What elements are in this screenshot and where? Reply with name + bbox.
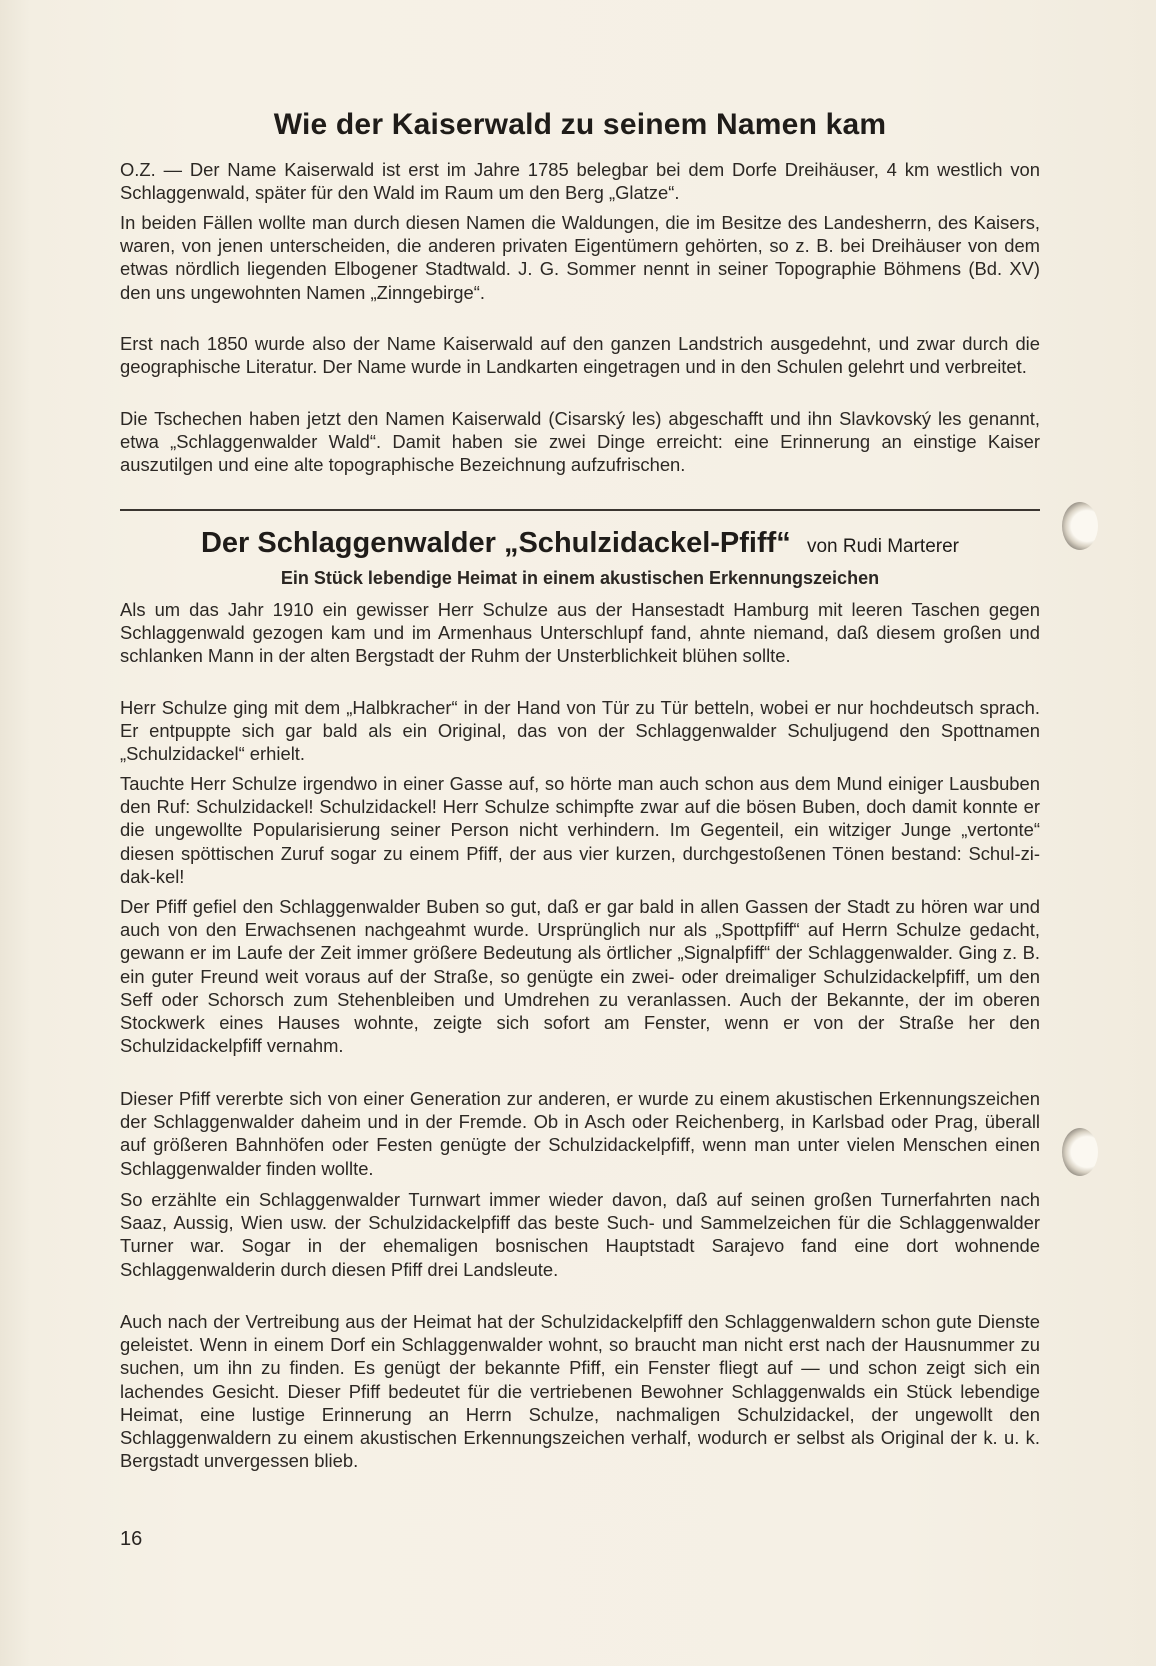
article2-paragraph-4: Der Pfiff gefiel den Schlaggenwalder Buben so gut, daß er gar bald in allen Gassen der Stadt zu hören war und auch von den Erwachsenen nachgeahmt wurde. Ursprünglich nur als „Spottpfiff“ auf Herrn Schulze gedacht, gewann er im Laufe der Zeit immer größere Bedeutung als örtlicher „Signalpfiff“ der Schlaggenwalder. Ging z. B. ein guter Freund weit voraus auf der Straße, so genügte ein zwei- oder dreimaliger Schulzidackelpfiff, um den Seff oder Schorsch zum Stehenbleiben und Umdrehen zu veranlassen. Auch der Bekannte, der im oberen Stockwerk eines Hauses wohnte, zeigte sich sofort am Fenster, wenn er von der Straße her den Schulzidackelpfiff vernahm.	[120, 896, 1040, 1057]
article2-subtitle: Ein Stück lebendige Heimat in einem akustischen Erkennungszeichen	[280, 568, 880, 588]
article1-paragraph-3: Erst nach 1850 wurde also der Name Kaiserwald auf den ganzen Landstrich ausgedehnt, und zwar durch die geographische Literatur. Der Name wurde in Landkarten eingetragen und in den Schulen gelehrt und verbreitet.	[120, 333, 1040, 378]
binder-hole-bottom	[1062, 1128, 1098, 1176]
article2-paragraph-3: Tauchte Herr Schulze irgendwo in einer Gasse auf, so hörte man auch schon aus dem Mund einiger Lausbuben den Ruf: Schulzidackel! Schulzidackel! Herr Schulze schimpfte zwar auf die bösen Buben, doch damit konnte er die ungewollte Popularisierung seiner Person nicht verhindern. Im Gegenteil, ein witziger Junge „vertonte“ diesen spöttischen Zuruf sogar zu einem Pfiff, der aus vier kurzen, durchgestoßenen Tönen bestand: Schul-zi-dak-kel!	[120, 773, 1040, 887]
article2-title	[120, 527, 1040, 560]
binder-hole-top	[1062, 502, 1098, 550]
section-divider	[120, 509, 1040, 511]
article2-author: von Rudi Marterer	[806, 536, 959, 557]
article2-paragraph-5: Dieser Pfiff vererbte sich von einer Generation zur anderen, er wurde zu einem akustischen Erkennungszeichen der Schlaggenwalder daheim und in der Fremde. Ob in Asch oder Reichenberg, in Karlsbad oder Prag, überall auf größeren Bahnhöfen oder Festen genügte der Schulzidackelpfiff, wenn man unter vielen Menschen einen Schlaggenwalder finden wollte.	[120, 1088, 1040, 1179]
article1-paragraph-2: In beiden Fällen wollte man durch diesen Namen die Waldungen, die im Besitze des Landesherrn, des Kaisers, waren, von jenen unterscheiden, die anderen privaten Eigentümern gehörten, so z. B. bei Dreihäuser von dem etwas nördlich liegenden Elbogener Stadtwald. J. G. Sommer nennt in seiner Topographie Böhmens (Bd. XV) den uns ungewohnten Namen „Zinngebirge“.	[120, 212, 1040, 303]
article2-paragraph-2: Herr Schulze ging mit dem „Halbkracher“ in der Hand von Tür zu Tür betteln, wobei er nur hochdeutsch sprach. Er entpuppte sich gar bald als ein Original, das von der Schlaggenwalder Schuljugend den Spottnamen „Schulzidackel“ erhielt.	[120, 697, 1040, 765]
article2-paragraph-7: Auch nach der Vertreibung aus der Heimat hat der Schulzidackelpfiff den Schlaggenwaldern schon gute Dienste geleistet. Wenn in einem Dorf ein Schlaggenwalder wohnt, so braucht man nicht erst nach der Hausnummer zu suchen, um ihn zu finden. Es genügt der bekannte Pfiff, ein Fenster fliegt auf — und schon zeigt sich ein lachendes Gesicht. Dieser Pfiff bedeutet für die vertriebenen Bewohner Schlaggenwalds ein Stück lebendige Heimat, eine lustige Erinnerung an Herrn Schulze, nachmaligen Schulzidackel, der ungewollt den Schlaggenwaldern zu einem akustischen Erkennungszeichen verhalf, wodurch er selbst als Original der k. u. k. Bergstadt unvergessen blieb.	[120, 1311, 1040, 1472]
article2-title-text: Der Schlaggenwalder „Schulzidackel-Pfiff“	[200, 527, 791, 559]
article1-paragraph-4: Die Tschechen haben jetzt den Namen Kaiserwald (Cisarský les) abgeschafft und ihn Slavkovský les genannt, etwa „Schlaggenwalder Wald“. Damit haben sie zwei Dinge erreicht: eine Erinnerung an einstige Kaiser auszutilgen und eine alte topographische Bezeichnung aufzufrischen.	[120, 408, 1040, 476]
article1-paragraph-1: O.Z. — Der Name Kaiserwald ist erst im Jahre 1785 belegbar bei dem Dorfe Dreihäuser, 4 km westlich von Schlaggenwald, später für den Wald im Raum um den Berg „Glatze“.	[120, 159, 1040, 204]
article1-title: Wie der Kaiserwald zu seinem Namen kam	[273, 108, 887, 141]
page-number: 16	[120, 1528, 143, 1550]
article2-paragraph-1: Als um das Jahr 1910 ein gewisser Herr Schulze aus der Hansestadt Hamburg mit leeren Taschen gegen Schlaggenwald gezogen kam und im Armenhaus Unterschlupf fand, ahnte niemand, daß diesem großen und schlanken Mann in der alten Bergstadt der Ruhm der Unsterblichkeit blühen sollte.	[120, 599, 1040, 667]
article2-paragraph-6: So erzählte ein Schlaggenwalder Turnwart immer wieder davon, daß auf seinen großen Turnerfahrten nach Saaz, Aussig, Wien usw. der Schulzidackelpfiff das beste Such- und Sammelzeichen für die Schlaggenwalder Turner war. Sogar in der ehemaligen bosnischen Hauptstadt Sarajevo fand eine dort wohnende Schlaggenwalderin durch diesen Pfiff drei Landsleute.	[120, 1189, 1040, 1280]
